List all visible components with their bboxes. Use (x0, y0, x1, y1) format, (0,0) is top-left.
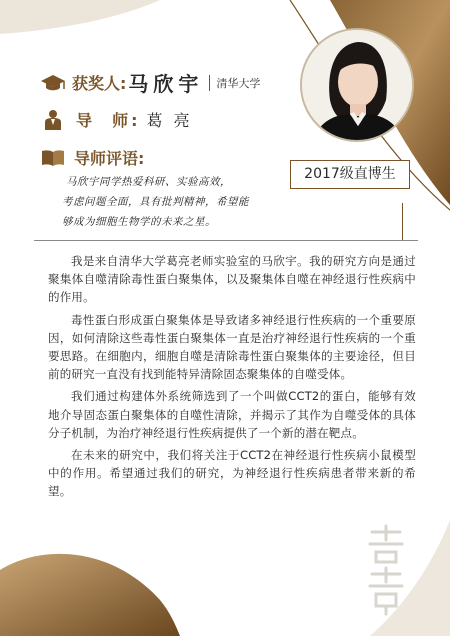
paragraph: 在未来的研究中，我们将关注于CCT2在神经退行性疾病小鼠模型中的作用。希望通过我们的研究，为神经退行性疾病患者带来新的希望。 (48, 448, 416, 499)
paragraph: 我是来自清华大学葛亮老师实验室的马欣宇。我的研究方向是通过聚集体自噬清除毒性蛋白聚集体，以及聚集体自噬在神经退行性疾病中的作用。 (48, 254, 416, 305)
title-separator (209, 75, 210, 91)
awardee-photo (300, 28, 414, 142)
awardee-name: 马欣宇 (128, 72, 204, 96)
grade-badge: 2017级直博生 (290, 160, 410, 189)
affiliation-text: 清华大学 (216, 76, 261, 90)
paragraph: 我们通过构建体外系统筛选到了一个叫做CCT2的蛋白，能够有效地介导固态蛋白聚集体的自噬性清除，并揭示了其作为自噬受体的具体分子机制，为治疗神经退行性疾病提供了一个新的潜在靶点。 (48, 389, 416, 440)
section-divider (34, 240, 418, 241)
comment-line: 考虑问题全面，具有批判精神，希望能 (62, 196, 249, 208)
graduation-cap-icon (40, 73, 66, 93)
mentor-comment (62, 172, 287, 232)
vertical-rule (402, 203, 403, 240)
advisor-name: 葛 亮 (146, 111, 193, 130)
paragraph: 毒性蛋白形成蛋白聚集体是导致诸多神经退行性疾病的一个重要原因，如何清除这些毒性蛋白聚集体一直是治疗神经退行性疾病的一个重要思路。在细胞内，细胞自噬是清除毒性蛋白聚集体的主要途径，但目前的研究一直没有找到能特异清除固态聚集体的自噬受体。 (48, 312, 416, 382)
portrait-image (302, 30, 412, 140)
teacher-icon (40, 109, 66, 131)
comment-label-row (40, 146, 144, 169)
awardee-row (40, 68, 260, 97)
comment-line: 够成为细胞生物学的未来之星。 (62, 216, 216, 228)
awardee-label: 获奖人: (72, 74, 127, 93)
book-icon (40, 148, 66, 168)
advisor-row (40, 108, 193, 131)
advisor-label: 导 师: (76, 111, 141, 130)
comment-label: 导师评语: (74, 149, 145, 168)
research-statement (48, 252, 416, 505)
seal-watermark (362, 522, 410, 618)
comment-line: 马欣宇同学热爱科研、实验高效， (66, 176, 231, 188)
